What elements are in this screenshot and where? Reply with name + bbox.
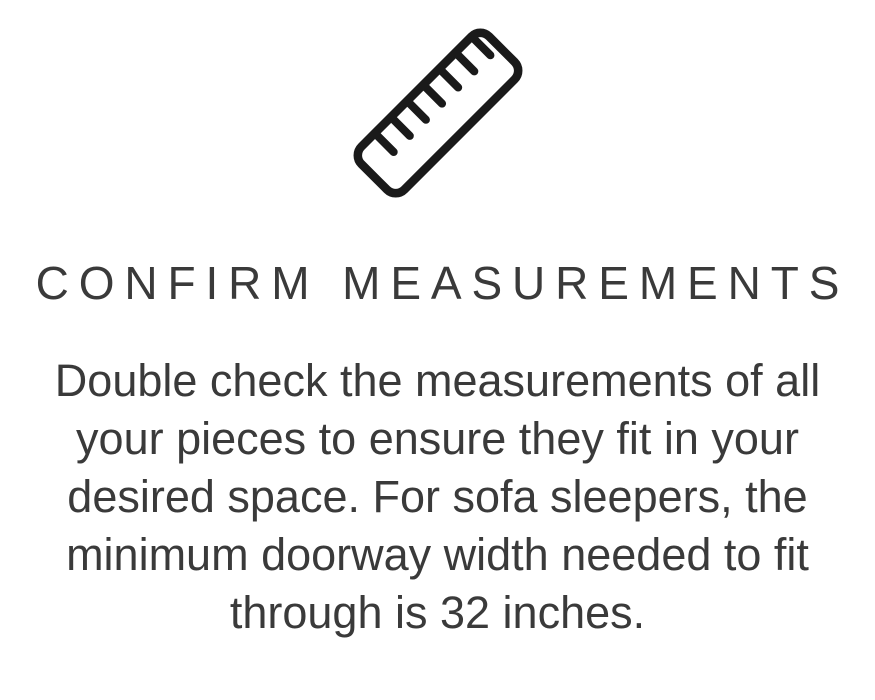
page-title: CONFIRM MEASUREMENTS xyxy=(35,257,850,309)
body-line: minimum doorway width needed to fit xyxy=(66,529,809,580)
body-line: Double check the measurements of all xyxy=(54,355,821,406)
body-paragraph xyxy=(55,352,820,642)
body-line: your pieces to ensure they fit in your xyxy=(76,413,799,464)
ruler-outline xyxy=(352,28,523,199)
body-line: desired space. For sofa sleepers, the xyxy=(67,471,808,522)
body-line: through is 32 inches. xyxy=(229,587,646,638)
ruler-ticks xyxy=(374,36,490,152)
ruler-icon xyxy=(343,18,533,208)
